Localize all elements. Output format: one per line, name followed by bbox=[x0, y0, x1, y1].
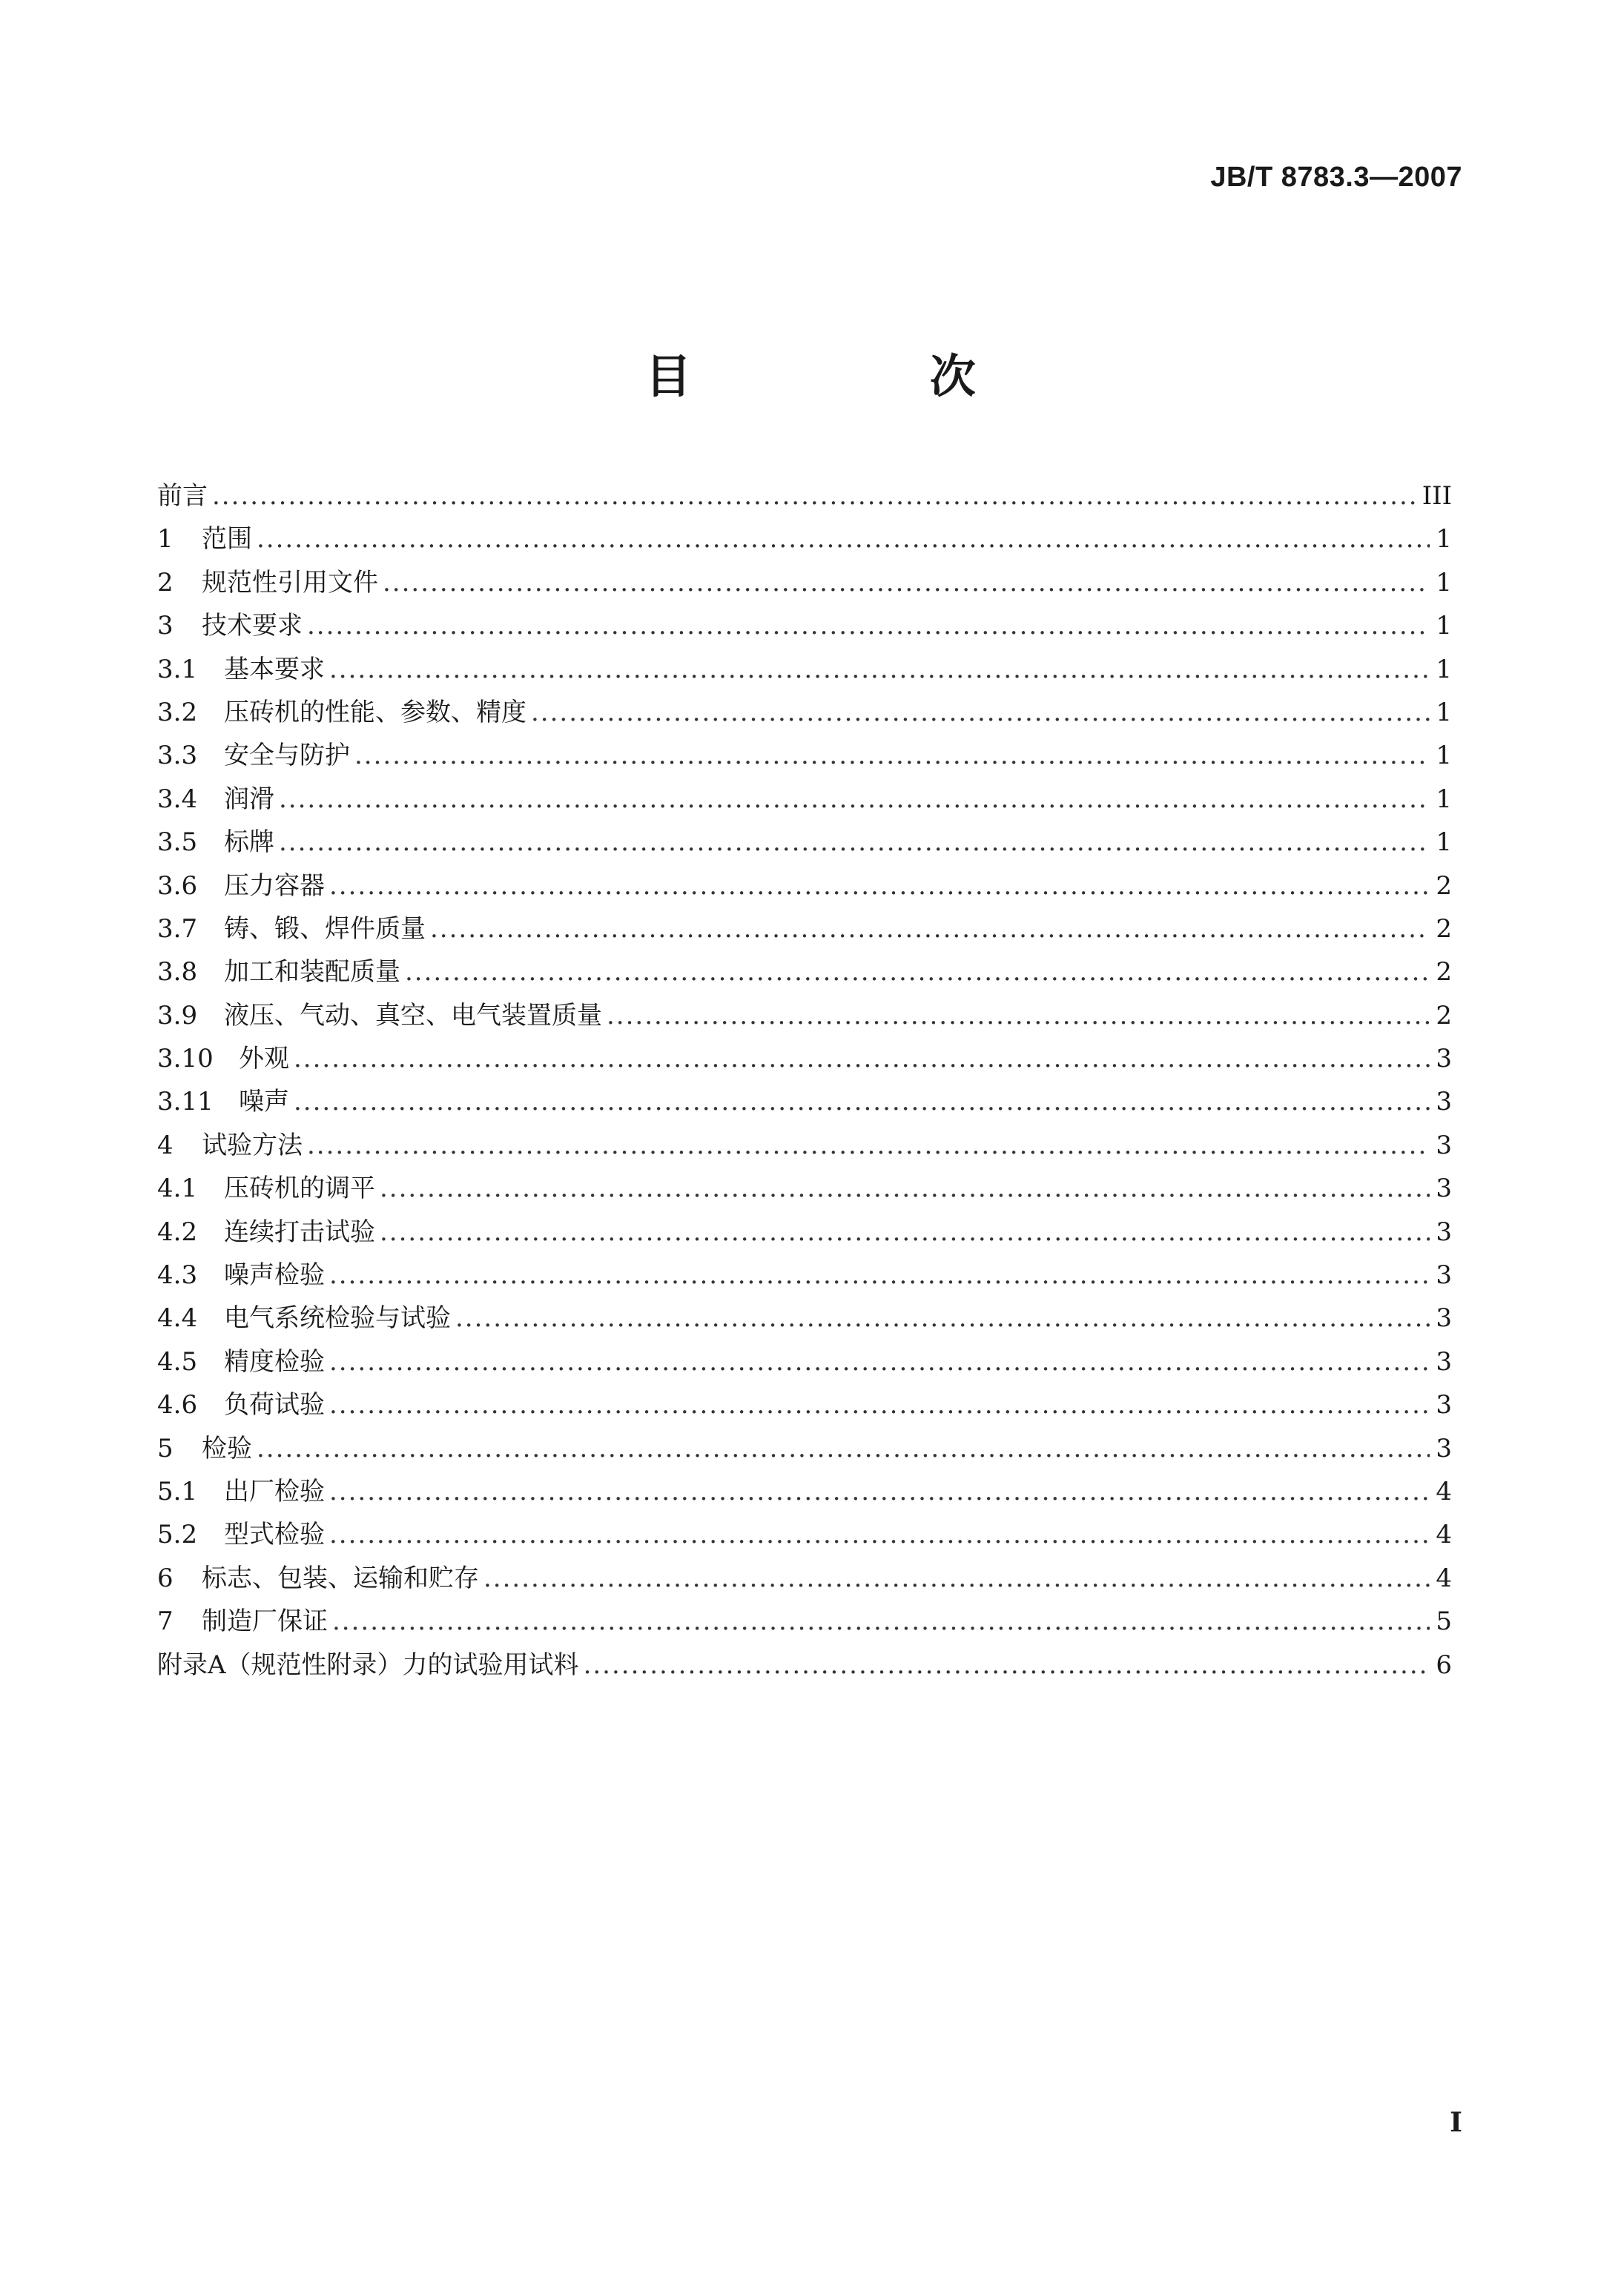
document-code: JB/T 8783.3—2007 bbox=[1210, 162, 1462, 193]
toc-entry-number: 6 bbox=[157, 1563, 174, 1593]
toc-entry[interactable] bbox=[157, 517, 1452, 560]
toc-entry[interactable] bbox=[157, 1080, 1452, 1123]
toc-entry-page: 1 bbox=[1436, 827, 1452, 858]
toc-entry-label: 标志、包装、运输和贮存 bbox=[202, 1563, 479, 1593]
toc-entry-label: 检验 bbox=[202, 1433, 252, 1463]
toc-entry-page: 4 bbox=[1436, 1476, 1452, 1506]
toc-entry-page: 3 bbox=[1436, 1390, 1452, 1420]
toc-entry[interactable] bbox=[157, 734, 1452, 777]
toc-entry-number: 3 bbox=[157, 611, 174, 641]
toc-entry-label: 电气系统检验与试验 bbox=[224, 1303, 451, 1334]
toc-entry-number: 4.6 bbox=[157, 1390, 198, 1420]
toc-entry-number: 4 bbox=[157, 1130, 174, 1160]
toc-entry-page: 3 bbox=[1436, 1433, 1452, 1463]
toc-leader-dots bbox=[329, 1254, 1430, 1297]
toc-entry-label: 噪声检验 bbox=[224, 1260, 325, 1291]
toc-entry-label: 标牌 bbox=[224, 827, 274, 858]
toc-entry-label: 加工和装配质量 bbox=[224, 957, 400, 987]
toc-leader-dots bbox=[380, 1211, 1430, 1254]
toc-entry[interactable] bbox=[157, 778, 1452, 821]
toc-entry-label: 出厂检验 bbox=[224, 1476, 325, 1506]
toc-leader-dots bbox=[483, 1557, 1430, 1600]
toc-leader-dots bbox=[430, 907, 1430, 950]
toc-entry-page: 1 bbox=[1436, 741, 1452, 771]
toc-entry[interactable] bbox=[157, 1297, 1452, 1340]
toc-entry-number: 5.1 bbox=[157, 1476, 198, 1506]
toc-leader-dots bbox=[455, 1297, 1430, 1340]
toc-entry-number: 3.2 bbox=[157, 697, 198, 727]
toc-entry-label: 铸、锻、焊件质量 bbox=[224, 913, 426, 944]
toc-leader-dots bbox=[257, 517, 1430, 560]
toc-entry-label: 技术要求 bbox=[202, 611, 303, 641]
toc-entry-page: 3 bbox=[1436, 1260, 1452, 1291]
toc-entry-page: 2 bbox=[1436, 870, 1452, 901]
toc-entry-page: 2 bbox=[1436, 913, 1452, 944]
toc-leader-dots bbox=[307, 1124, 1430, 1167]
toc-entry-label: 精度检验 bbox=[224, 1346, 325, 1377]
toc-entry[interactable] bbox=[157, 1470, 1452, 1513]
toc-entry-page: 3 bbox=[1436, 1087, 1452, 1117]
toc-entry-number: 4.4 bbox=[157, 1303, 198, 1334]
toc-entry-number: 7 bbox=[157, 1607, 174, 1637]
toc-entry-page: 1 bbox=[1436, 524, 1452, 555]
toc-entry-label: 连续打击试验 bbox=[224, 1217, 375, 1247]
toc-entry-page: 3 bbox=[1436, 1130, 1452, 1160]
toc-leader-dots bbox=[329, 1383, 1430, 1426]
toc-entry[interactable] bbox=[157, 1211, 1452, 1254]
toc-entry-number: 3.9 bbox=[157, 1000, 198, 1030]
toc-entry[interactable] bbox=[157, 821, 1452, 864]
toc-entry-page: 3 bbox=[1436, 1217, 1452, 1247]
toc-entry[interactable] bbox=[157, 1557, 1452, 1600]
toc-entry-number: 1 bbox=[157, 524, 174, 555]
toc-entry-label: 附录A（规范性附录）力的试验用试料 bbox=[157, 1650, 579, 1680]
toc-leader-dots bbox=[584, 1644, 1430, 1687]
toc-entry-page: 3 bbox=[1436, 1174, 1452, 1204]
toc-entry-label: 制造厂保证 bbox=[202, 1607, 328, 1637]
toc-entry-number: 3.10 bbox=[157, 1044, 214, 1074]
toc-entry-number: 3.8 bbox=[157, 957, 198, 987]
toc-entry[interactable] bbox=[157, 1037, 1452, 1080]
toc-entry[interactable] bbox=[157, 1427, 1452, 1470]
toc-entry-number: 4.3 bbox=[157, 1260, 198, 1291]
toc-entry-label: 润滑 bbox=[224, 784, 274, 814]
toc-entry-number: 3.1 bbox=[157, 654, 198, 684]
toc-entry[interactable] bbox=[157, 1167, 1452, 1210]
toc-entry-page: 6 bbox=[1436, 1650, 1452, 1680]
toc-entry-label: 外观 bbox=[239, 1044, 289, 1074]
toc-list bbox=[157, 474, 1452, 1687]
toc-leader-dots bbox=[279, 821, 1430, 864]
toc-entry-number: 3.6 bbox=[157, 870, 198, 901]
toc-entry-label: 规范性引用文件 bbox=[202, 567, 378, 598]
toc-entry-number: 5.2 bbox=[157, 1520, 198, 1550]
toc-entry[interactable] bbox=[157, 1513, 1452, 1556]
toc-entry[interactable] bbox=[157, 950, 1452, 993]
toc-leader-dots bbox=[329, 648, 1430, 691]
toc-entry-label: 液压、气动、真空、电气装置质量 bbox=[224, 1000, 602, 1030]
toc-leader-dots bbox=[329, 1340, 1430, 1383]
toc-entry-number: 5 bbox=[157, 1433, 174, 1463]
toc-entry-page: III bbox=[1422, 481, 1452, 511]
toc-entry-label: 噪声 bbox=[239, 1087, 289, 1117]
toc-entry[interactable] bbox=[157, 1124, 1452, 1167]
toc-entry[interactable] bbox=[157, 474, 1452, 517]
toc-entry-label: 负荷试验 bbox=[224, 1390, 325, 1420]
toc-entry-number: 3.5 bbox=[157, 827, 198, 858]
toc-entry-label: 型式检验 bbox=[224, 1520, 325, 1550]
toc-entry-label: 安全与防护 bbox=[224, 741, 350, 771]
toc-entry-page: 5 bbox=[1436, 1607, 1452, 1637]
toc-leader-dots bbox=[294, 1037, 1430, 1080]
toc-entry-number: 4.5 bbox=[157, 1346, 198, 1377]
toc-entry-number: 3.11 bbox=[157, 1087, 214, 1117]
toc-entry-page: 1 bbox=[1436, 567, 1452, 598]
toc-leader-dots bbox=[383, 561, 1430, 604]
toc-entry[interactable] bbox=[157, 1254, 1452, 1297]
toc-leader-dots bbox=[279, 778, 1430, 821]
toc-leader-dots bbox=[294, 1080, 1430, 1123]
toc-entry-number: 3.4 bbox=[157, 784, 198, 814]
toc-leader-dots bbox=[332, 1600, 1430, 1643]
toc-entry[interactable] bbox=[157, 604, 1452, 647]
toc-entry[interactable] bbox=[157, 1340, 1452, 1383]
toc-entry-page: 1 bbox=[1436, 697, 1452, 727]
toc-entry-page: 3 bbox=[1436, 1346, 1452, 1377]
toc-entry-page: 1 bbox=[1436, 611, 1452, 641]
toc-entry-label: 试验方法 bbox=[202, 1130, 303, 1160]
toc-entry[interactable] bbox=[157, 907, 1452, 950]
toc-entry[interactable] bbox=[157, 648, 1452, 691]
toc-leader-dots bbox=[329, 1513, 1430, 1556]
toc-entry-label: 压力容器 bbox=[224, 870, 325, 901]
toc-entry-page: 2 bbox=[1436, 957, 1452, 987]
toc-leader-dots bbox=[607, 994, 1430, 1037]
toc-leader-dots bbox=[329, 864, 1430, 907]
toc-title: 目 次 bbox=[645, 349, 1087, 403]
toc-entry[interactable] bbox=[157, 1600, 1452, 1643]
toc-entry-page: 3 bbox=[1436, 1044, 1452, 1074]
toc-entry-label: 压砖机的性能、参数、精度 bbox=[224, 697, 526, 727]
toc-entry-page: 4 bbox=[1436, 1563, 1452, 1593]
toc-leader-dots bbox=[307, 604, 1430, 647]
toc-entry-number: 4.1 bbox=[157, 1174, 198, 1204]
toc-entry-label: 基本要求 bbox=[224, 654, 325, 684]
toc-entry-label: 范围 bbox=[202, 524, 252, 555]
toc-entry-page: 4 bbox=[1436, 1520, 1452, 1550]
toc-leader-dots bbox=[354, 734, 1430, 777]
toc-entry[interactable] bbox=[157, 864, 1452, 907]
toc-entry[interactable] bbox=[157, 561, 1452, 604]
toc-entry[interactable] bbox=[157, 994, 1452, 1037]
toc-leader-dots bbox=[531, 691, 1430, 734]
toc-entry[interactable] bbox=[157, 1383, 1452, 1426]
toc-leader-dots bbox=[257, 1427, 1430, 1470]
toc-entry-page: 1 bbox=[1436, 654, 1452, 684]
toc-entry-page: 2 bbox=[1436, 1000, 1452, 1030]
toc-entry-number: 3.7 bbox=[157, 913, 198, 944]
page-number: I bbox=[1450, 2107, 1462, 2138]
toc-entry-number: 4.2 bbox=[157, 1217, 198, 1247]
toc-entry-label: 压砖机的调平 bbox=[224, 1174, 375, 1204]
toc-entry[interactable] bbox=[157, 691, 1452, 734]
toc-entry-number: 3.3 bbox=[157, 741, 198, 771]
toc-entry-number: 2 bbox=[157, 567, 174, 598]
toc-leader-dots bbox=[329, 1470, 1430, 1513]
toc-entry-page: 1 bbox=[1436, 784, 1452, 814]
toc-leader-dots bbox=[405, 950, 1430, 993]
toc-entry-page: 3 bbox=[1436, 1303, 1452, 1334]
toc-entry[interactable] bbox=[157, 1644, 1452, 1687]
toc-entry-label: 前言 bbox=[157, 481, 208, 511]
toc-leader-dots bbox=[212, 474, 1418, 517]
toc-leader-dots bbox=[380, 1167, 1430, 1210]
